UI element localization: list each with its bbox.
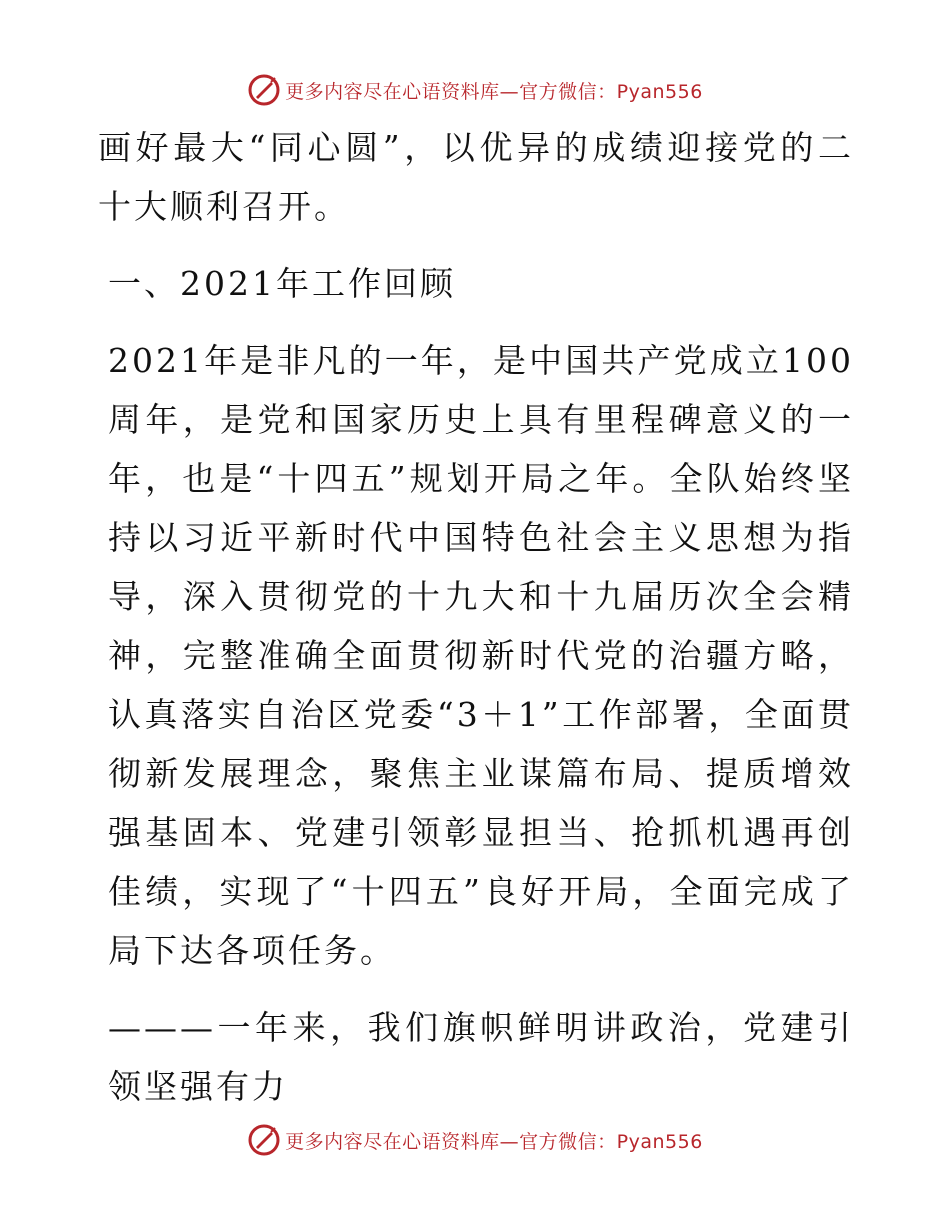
footer-banner-text: 更多内容尽在心语资料库—官方微信：Pyan556 bbox=[285, 1130, 703, 1153]
paragraph-intro: 画好最大“同心圆”，以优异的成绩迎接党的二十大顺利召开。 bbox=[98, 128, 854, 226]
quill-seal-icon bbox=[247, 73, 281, 107]
paragraph-review: 2021年是非凡的一年，是中国共产党成立100周年，是党和国家历史上具有里程碑意义的一年，也是“十四五”规划开局之年。全队始终坚持以习近平新时代中国特色社会主义思想为指导，深入贯彻党的十九大和十九届历次全会精神，完整准确全面贯彻新时代党的治疆方略，认真落实自治区党委“3＋1”工作部署，全面贯彻新发展理念，聚焦主业谋篇布局、提质增效强基固本、党建引领彰显担当、抢抓机遇再创佳绩，实现了“十四五”良好开局，全面完成了局下达各项任务。 bbox=[108, 341, 854, 970]
footer-banner bbox=[0, 1118, 950, 1162]
header-banner bbox=[0, 68, 950, 112]
document-body bbox=[98, 118, 854, 1116]
quill-seal-icon bbox=[247, 1123, 281, 1157]
subheading-party-building: ———一年来，我们旗帜鲜明讲政治，党建引领坚强有力 bbox=[108, 1008, 854, 1106]
header-banner-text: 更多内容尽在心语资料库—官方微信：Pyan556 bbox=[285, 80, 703, 103]
section-heading: 一、2021年工作回顾 bbox=[108, 264, 456, 303]
